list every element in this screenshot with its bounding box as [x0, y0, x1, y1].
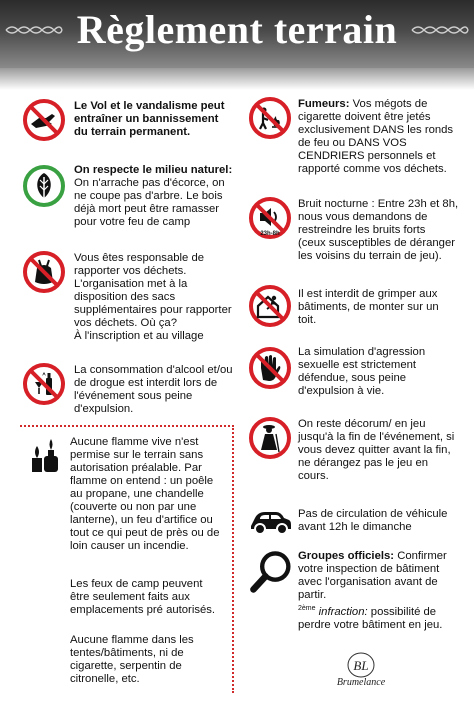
smoking-rules-icon	[248, 96, 292, 140]
rule-line: supplémentaires pour rapporter	[74, 304, 232, 316]
rule-line: exclusivement DANS les ronds	[298, 124, 454, 136]
rule-line: rapporté comme vos déchets.	[298, 163, 447, 175]
rule-line: les voisins du terrain de jeu).	[298, 250, 442, 262]
rule-line: partir.	[298, 589, 327, 601]
rule-line: autorisation préalable. Par	[70, 462, 202, 474]
rule-line: citronelle, etc.	[70, 673, 140, 685]
rule-line: avec l'organisation avant de	[298, 576, 438, 588]
rule-line: tentes/bâtiments, ni de	[70, 647, 184, 659]
rule-line: ne dérangez pas le jeu en	[298, 457, 429, 469]
rule-line: nous vous demandons de	[298, 211, 428, 223]
rule-heading: On respecte le milieu naturel:	[74, 164, 233, 176]
rule-line: Il est interdit de grimper aux	[298, 288, 438, 300]
rule-line: l'événement sous peine	[74, 390, 193, 402]
rule-line: avant 12h le dimanche	[298, 521, 412, 533]
rule-line: Vous êtes responsable de	[74, 252, 205, 264]
rule-line: Les feux de camp peuvent	[70, 578, 203, 590]
rule-line: lanterne), un feu d'artifice ou	[70, 514, 213, 526]
rule-line: flamme on entend : un poêle	[70, 475, 214, 487]
noise-hours-label: 23h-8h	[260, 231, 280, 237]
no-noise-icon	[248, 196, 292, 240]
rule-line: On n'arrache pas d'écorce, on	[74, 177, 225, 189]
rule-line: jusqu'à la fin de l'événement, si	[298, 431, 455, 443]
rule-line: vos déchets. Où ça?	[74, 317, 177, 329]
rule-line: perdre votre bâtiment en jeu.	[298, 618, 443, 631]
rule-line: Confirmer	[397, 550, 447, 562]
rule-line: d'expulsion.	[74, 403, 134, 415]
leaf-icon	[22, 164, 66, 208]
rule-heading: Fumeurs:	[298, 98, 350, 110]
magnifier-icon	[248, 548, 296, 596]
rule-line: de feu ou DANS VOS	[298, 137, 407, 149]
rule-line: du terrain permanent.	[74, 126, 191, 138]
rule-line: restreindre les bruits forts	[298, 224, 426, 236]
no-vandalism-hand-icon	[22, 98, 66, 142]
logo-brand-name: Brumelance	[336, 677, 386, 688]
logo-monogram: BL	[353, 658, 369, 673]
rule-line: être seulement faits aux	[70, 591, 190, 603]
rule-line: Bruit nocturne : Entre 23h et 8h,	[298, 198, 459, 210]
no-aggression-hand-icon	[248, 346, 292, 390]
rule-line: entraîner un bannissement	[74, 113, 219, 125]
infraction-label: infraction:	[318, 605, 368, 618]
rule-line: rapporter vos déchets.	[74, 265, 187, 277]
rule-line: cours.	[298, 470, 329, 482]
rule-line: défendue, sous peine	[298, 372, 407, 384]
rule-line: Pas de circulation de véhicule	[298, 508, 448, 520]
rule-line: de drogue est interdit lors de	[74, 377, 218, 389]
rule-line: Aucune flamme dans les	[70, 634, 194, 646]
header-fade	[0, 68, 474, 90]
rule-line: loin causer un incendie.	[70, 540, 189, 552]
brumelance-logo	[316, 651, 406, 695]
no-climbing-icon	[248, 284, 292, 328]
page-title: Règlement terrain	[76, 7, 398, 52]
rule-line: (couverte ou non par une	[70, 501, 197, 513]
rule-line: Aucune flamme vive n'est	[70, 436, 199, 448]
rule-line: tout ce qui peut de près ou de	[70, 527, 220, 539]
rule-line: La consommation d'alcool et/ou	[74, 364, 233, 376]
costumed-person-icon	[248, 416, 292, 460]
rule-line: CENDRIERS personnels et	[298, 150, 436, 162]
infraction-ordinal: 2ème	[298, 605, 316, 612]
rule-line: ne coupe pas d'arbre. Le bois	[74, 190, 223, 202]
rule-line: pour votre feu de camp	[74, 216, 191, 228]
rule-line: permise sur le terrain sans	[70, 449, 204, 461]
car-icon	[248, 498, 292, 542]
rule-line: emplacements pré autorisés.	[70, 604, 216, 616]
no-alcohol-drugs-icon	[22, 362, 66, 406]
no-littering-bag-icon	[22, 250, 66, 294]
no-open-flame-icon	[22, 434, 66, 478]
rule-line: cigarette doivent être jetés	[298, 111, 431, 123]
rule-line: cigarette, serpentin de	[70, 660, 182, 672]
rule-line: La simulation d'agression	[298, 346, 426, 358]
header-banner	[0, 0, 474, 68]
rule-line: Vos mégots de	[352, 98, 428, 110]
rule-line: disposition des sacs	[74, 291, 176, 303]
rule-line: d'expulsion à vie.	[298, 385, 385, 397]
rule-line: vous devez quitter avant la fin,	[298, 444, 451, 456]
rule-line: sexuelle est strictement	[298, 359, 417, 371]
rule-line: À l'inscription et au village	[74, 330, 204, 342]
rule-line: (ceux susceptibles de déranger	[298, 237, 455, 249]
rule-line: Le Vol et le vandalisme peut	[74, 100, 225, 112]
rule-line: votre inspection de bâtiment	[298, 563, 440, 575]
rule-line: au propane, une chandelle	[70, 488, 204, 500]
rule-line: On reste décorum/ en jeu	[298, 418, 426, 430]
rule-line: bâtiments, de monter sur un	[298, 301, 439, 313]
rule-line: L'organisation met à la	[74, 278, 188, 290]
rule-line: déjà mort peut être ramasser	[74, 203, 220, 215]
rule-line: toit.	[298, 314, 317, 326]
rule-heading: Groupes officiels:	[298, 550, 395, 562]
rule-line: possibilité de	[370, 605, 437, 618]
